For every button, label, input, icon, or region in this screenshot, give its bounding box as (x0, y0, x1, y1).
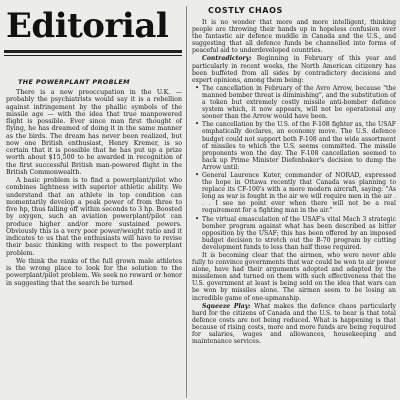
column-divider (186, 6, 187, 398)
powerplant-paragraph: A basic problem is to find a powerplant/pilot who combines lightness with superior athletic ability. We understand that an athlete in top condition can momentarily develop a peak power of from three to five hp, thus falling off within seconds to 3 hp. Boosted by oxygen, such an aviation powerplant/pilot can produce higher and/or more sustained powers. Obviously this is a very poor power/weight ratio and it indicates to us that the enthusiasts will have to revise their basic thinking with respect to the powerplant problem. (6, 177, 182, 257)
powerplant-heading: THE POWERPLANT PROBLEM (18, 78, 130, 86)
squeeze-text: What makes the defence chaos particularly hard for the citizens of Canada and the U.S. to bear is that total defence costs are not being reduced. What is happening is that because of rising costs, more and more funds are being required for salaries, wages and allowances, housekeeping and maintenance services. (192, 302, 396, 346)
contradictory-lead: Contradictory: (202, 55, 252, 63)
masthead-rule (4, 50, 182, 53)
masthead-title: Editorial (6, 6, 169, 46)
bullet-item: • The cancellation by the U.S. of the F-108 fighter as, the USAF emphatically declares, an economy move. The U.S. defence budget could not support both F-108 and the wide assortment of missiles to which the U.S. seems committed. The missile proponents won the day. The F-108 cancellation seemed to back up Prime Minister Diefenbaker's decision to dump the Arrow until: (192, 121, 396, 171)
chaos-intro: It is no wonder that more and more intelligent, thinking people are throwing their hands up in hopeless confusion over the fantastic air defence muddle in Canada and the U.S., and suggesting that all defence funds be channelled into forms of peaceful aid to underdeveloped countries. (192, 19, 396, 55)
left-column (6, 78, 182, 398)
costly-chaos-heading: COSTLY CHAOS (208, 6, 283, 15)
squeeze-paragraph (192, 303, 396, 346)
contradictory-paragraph (192, 55, 396, 83)
bullet-item: • General Laurence Kuter, commander of NORAD, expressed the hope in Ottawa recently that Canada was planning to replace its CF-100's with a more modern aircraft, saying: "As long as war is fought in the air we will require men in the air . . . I see no point ever when there will not be a real requirement for a fighting man in the air." (192, 172, 396, 215)
powerplant-paragraph: There is a new preoccupation in the U.K. — probably the psychiatrists would say it is a rebellion against infringement by the phallic symbols of the missile age — with the idea that true manpowered flight is possible. Ever since man first thought of flying, he has dreamed of doing it in the same manner as the birds. The dream has never been realized, but now one British enthusiast, Henry Kremer, is so certain that it is possible that he has put up a prize worth about $15,500 to be awarded in recognition of the first successful British man-powered flight in the British Commonwealth. (6, 89, 182, 176)
squeeze-lead: Squeeze Play: (202, 302, 251, 310)
bullet-item: • The cancellation in February of the Avro Arrow, because "the manned bomber threat is diminishing", and the substitution of a token but extremely costly missile anti-bomber defence system which, it now appears, will not be operational any sooner than the Arrow would have been. (192, 85, 396, 120)
masthead-rule-thin (4, 55, 182, 56)
airmen-paragraph: It is becoming clear that the airmen, who were never able fully to convince governments that war could be won to air power alone, have had their arguments adopted and adapted by the missilemen and turned on them with such effectiveness that the U.S. government at least is being sold on the idea that wars can be won by missiles alone. The airmen seem to be losing an incredible game of one-upmanship. (192, 252, 396, 302)
powerplant-paragraph: We think the ranks of the full grown male athletes is the wrong place to look for the solution to the powerplant/pilot problem. We seek no reward or honor in suggesting that the search be turned (6, 257, 182, 287)
contradictory-text: Beginning in February of this year and particularly in recent weeks, the North American citizenry has been buffeted from all sides by contradictory decisions and expert opinions, among them being: (192, 55, 396, 84)
bullet-item: • The virtual emasculation of the USAF's vital Mach 3 strategic bomber program against what has been described as bitter opposition by the USAF; this has been offered by an imposed budget decision to stretch out the B-70 program by cutting development funds to less than half those required. (192, 216, 396, 251)
right-column (192, 6, 396, 398)
